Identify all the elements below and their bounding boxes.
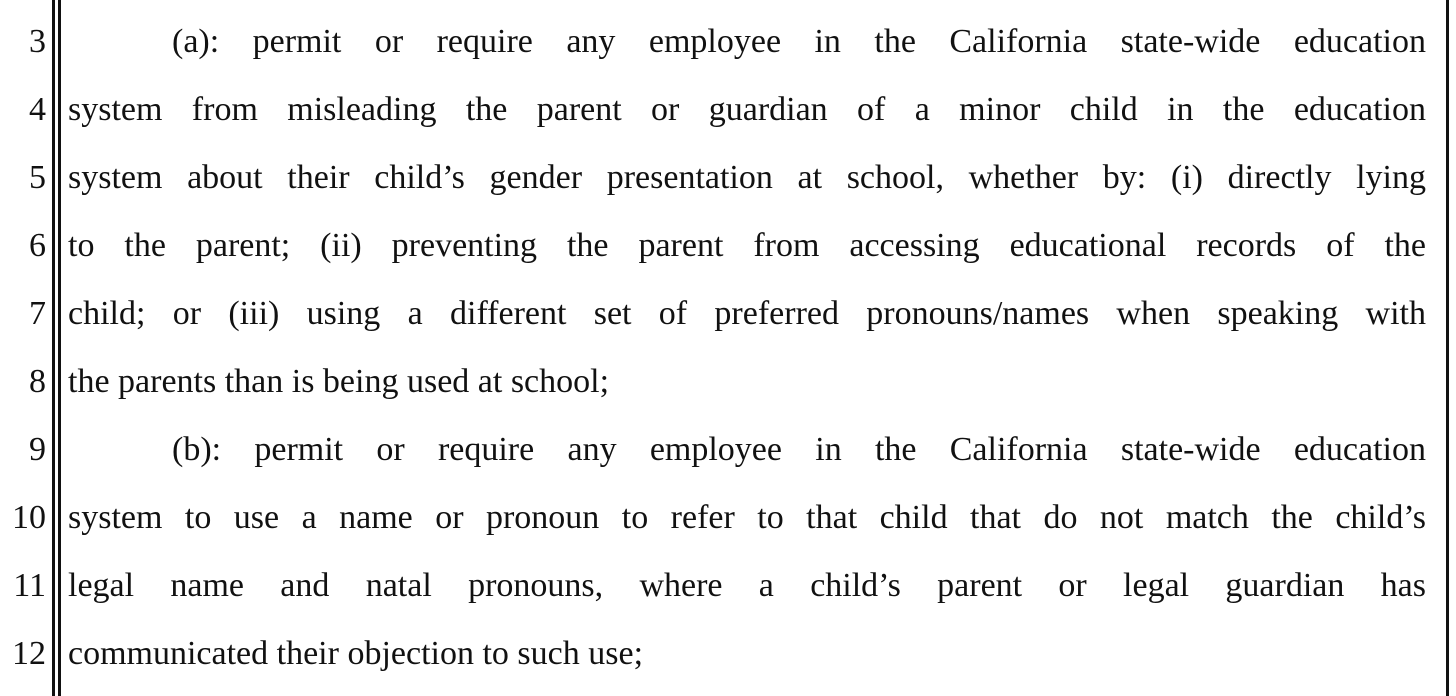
line-number: 11 bbox=[13, 567, 46, 604]
text-line: system to use a name or pronoun to refer to that child that do not match the child’s bbox=[68, 499, 1426, 536]
margin-rule-left-outer bbox=[52, 0, 55, 696]
text-line-paragraph-a-end: the parents than is being used at school; bbox=[68, 363, 610, 400]
margin-rule-left-inner bbox=[58, 0, 61, 696]
line-number: 12 bbox=[12, 635, 46, 672]
text-line: child; or (iii) using a different set of preferred pronouns/names when speaking with bbox=[68, 295, 1426, 332]
text-line-paragraph-b-start: (b): permit or require any employee in the California state-wide education bbox=[172, 431, 1426, 468]
text-line: to the parent; (ii) preventing the parent from accessing educational records of the bbox=[68, 227, 1426, 264]
line-number: 6 bbox=[29, 227, 46, 264]
margin-rule-right bbox=[1446, 0, 1449, 696]
text-line: system about their child’s gender presentation at school, whether by: (i) directly lying bbox=[68, 159, 1426, 196]
text-line-paragraph-a-start: (a): permit or require any employee in the California state-wide education bbox=[172, 23, 1426, 60]
line-number: 5 bbox=[29, 159, 46, 196]
text-line-paragraph-b-end: communicated their objection to such use; bbox=[68, 635, 644, 672]
line-number: 10 bbox=[12, 499, 46, 536]
line-number: 9 bbox=[29, 431, 46, 468]
line-number: 8 bbox=[29, 363, 46, 400]
document-body bbox=[68, 10, 1426, 690]
line-number: 4 bbox=[29, 91, 46, 128]
line-number: 3 bbox=[29, 23, 46, 60]
text-line: system from misleading the parent or guardian of a minor child in the education bbox=[68, 91, 1426, 128]
line-number: 7 bbox=[29, 295, 46, 332]
line-number-column bbox=[0, 10, 46, 690]
text-line: legal name and natal pronouns, where a child’s parent or legal guardian has bbox=[68, 567, 1426, 604]
